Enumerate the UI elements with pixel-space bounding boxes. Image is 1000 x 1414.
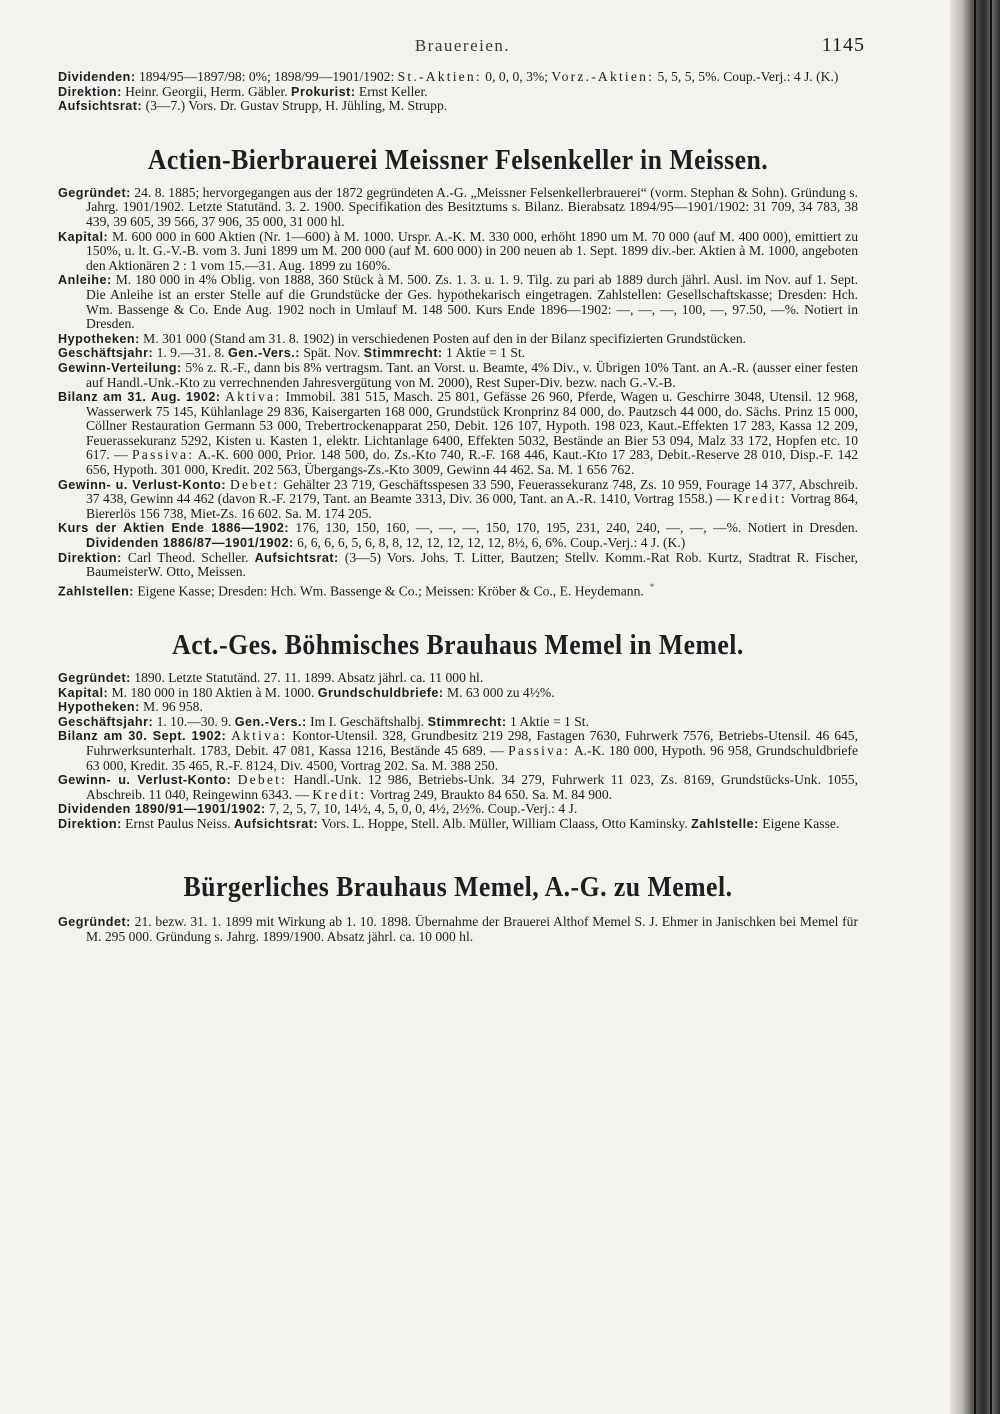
label-dividenden: Dividenden:	[58, 70, 136, 84]
label-prokurist: Prokurist:	[291, 84, 356, 99]
section-heading-buergerliches-brauhaus: Bürgerliches Brauhaus Memel, A.-G. zu Memel.	[183, 872, 733, 904]
label-aufsichtsrat: Aufsichtsrat:	[58, 99, 143, 114]
label-geschaeftsjahr: Geschäftsjahr:	[58, 346, 154, 361]
kredit-text: Vortrag 864, Biererlös 156 738, Miet-Zs. 16 602. Sa. M. 174 205.	[86, 491, 858, 521]
entry-zahlstellen	[58, 580, 858, 599]
label-zahlstellen: Zahlstellen:	[58, 584, 134, 599]
kapital-text: M. 180 000 in 180 Aktien à M. 1000.	[108, 684, 318, 700]
entry-gegruendet	[58, 915, 858, 944]
direktion-text: Ernst Paulus Neiss.	[121, 815, 234, 831]
label-direktion: Direktion:	[58, 816, 122, 831]
st-aktien-label: St.-Aktien:	[397, 69, 482, 84]
passiva-label: Passiva:	[132, 447, 195, 463]
label-dividenden: Dividenden 1886/87—1901/1902:	[86, 536, 294, 551]
label-gen-vers: Gen.-Vers.:	[234, 714, 307, 729]
entry-bilanz	[58, 729, 858, 773]
passiva-text: A.-K. 180 000, Hypoth. 96 958, Grundschuldbriefe 63 000, Kredit. 35 465, R.-F. 8124, Div. 4500, Vortrag 202. Sa. M. 388 250.	[86, 742, 858, 773]
label-kurs: Kurs der Aktien Ende 1886—1902:	[58, 521, 290, 536]
aufsichtsrat-text: Vors. L. Hoppe, Stell. Alb. Müller, William Claass, Otto Kaminsky.	[318, 815, 692, 831]
entry-gewinn-verlust	[58, 478, 858, 522]
entry-geschaeftsjahr	[58, 715, 858, 730]
label-aufsichtsrat: Aufsichtsrat:	[254, 550, 339, 565]
label-gewinn-verlust: Gewinn- u. Verlust-Konto:	[58, 477, 227, 492]
debet-label: Debet:	[237, 772, 288, 788]
kredit-text: Vortrag 249, Braukto 84 650. Sa. M. 84 900.	[366, 786, 613, 802]
label-bilanz: Bilanz am 30. Sept. 1902:	[58, 729, 227, 744]
label-bilanz: Bilanz am 31. Aug. 1902:	[58, 390, 221, 405]
label-anleihe: Anleihe:	[58, 273, 112, 288]
label-gewinn-verlust: Gewinn- u. Verlust-Konto:	[58, 773, 232, 788]
st-aktien-values: 0, 0, 0, 3%;	[481, 69, 552, 84]
entry-dividenden	[58, 802, 858, 817]
aktiva-label: Aktiva:	[225, 389, 282, 405]
direktion-text: Heinr. Georgii, Herm. Gäbler.	[121, 83, 292, 99]
section-heading-boehmisches-brauhaus: Act.-Ges. Böhmisches Brauhaus Memel in Memel.	[172, 629, 744, 661]
scan-page-edge	[950, 0, 1000, 1414]
entry-hypotheken	[58, 332, 858, 347]
entry-dividenden	[58, 70, 858, 85]
passiva-label: Passiva:	[508, 742, 571, 758]
debet-text: Handl.-Unk. 12 986, Betriebs-Unk. 34 279, Fuhrwerk 11 023, Zs. 8169, Grundstücks-Unk. 1055, Abschreib. 11 040, Reingewinn 6343. —	[86, 772, 858, 802]
label-direktion: Direktion:	[58, 550, 122, 565]
label-geschaeftsjahr: Geschäftsjahr:	[58, 714, 154, 729]
dividenden-text: 6, 6, 6, 6, 5, 6, 8, 8, 12, 12, 12, 12, 12, 8½, 6, 6%. Coup.-Verj.: 4 J. (K.)	[293, 535, 686, 551]
zahlstelle-text: Eigene Kasse.	[758, 815, 840, 831]
dividenden-text: 7, 2, 5, 7, 10, 14½, 4, 5, 0, 0, 4½, 2½%. Coup.-Verj.: 4 J.	[265, 801, 578, 817]
zahlstellen-text: Eigene Kasse; Dresden: Hch. Wm. Bassenge & Co.; Meissen: Kröber & Co., E. Heydemann.	[133, 583, 644, 599]
vorz-aktien-label: Vorz.-Aktien:	[551, 69, 655, 84]
aktiva-text: Immobil. 381 515, Masch. 25 801, Gefässe 26 960, Pferde, Wagen u. Geschirre 3048, Utensil. 12 968, Wasserwerk 75 145, Kühlanlage 29 836, Kaisergarten 168 000, Grundstück Kronprinz 84 000, do. Pautzsch 44 000, do. Sächs. Prinz 15 000, Cöllner Restauration Germann 53 000, Trebertrockenapparat 250, Debit. 126 107, Hypoth. 198 023, Kaut.-Effekten 17 283, Kassa 12 209, Feuerassekuranz 5292, Kisten u. Kasten 1, elektr. Lichtanlage 6400, Effekten 5032, Bestände an Bier 53 094, Malz 33 172, Hopfen etc. 10 617. —	[86, 389, 858, 463]
aktiva-text: Kontor-Utensil. 328, Grundbesitz 219 298, Fastagen 7630, Fuhrwerk 7576, Betriebs-Utensil. 46 645, Fuhrwerksunterhalt. 1783, Debit. 47 081, Kassa 1216, Bestände 45 689. —	[86, 728, 858, 758]
entry-gewinn-verteilung	[58, 361, 858, 390]
entry-direktion	[58, 551, 858, 580]
label-direktion: Direktion:	[58, 84, 122, 99]
prokurist-text: Ernst Keller.	[355, 83, 428, 99]
entry-gewinn-verlust	[58, 773, 858, 802]
hypotheken-text: M. 301 000 (Stand am 31. 8. 1902) in verschiedenen Posten auf den in der Bilanz specifizierten Grundstücken.	[139, 330, 747, 346]
label-grundschuldbriefe: Grundschuldbriefe:	[317, 685, 444, 700]
entry-anleihe	[58, 273, 858, 331]
section-heading-meissner-felsenkeller: Actien-Bierbrauerei Meissner Felsenkeller in Meissen.	[147, 144, 769, 176]
footnote-asterisk: *	[649, 581, 655, 592]
kapital-text: M. 600 000 in 600 Aktien (Nr. 1—600) à M. 1000. Urspr. A.-K. M. 330 000, erhöht 1890 um M. 70 000 (auf M. 400 000), emittiert zu 150%, u. lt. G.-V.-B. vom 3. Juni 1899 um M. 200 000 (auf M. 600 000) in 200 neuen ab 1. Sept. 1899 div.-ber. Aktien à M. 1000, angeboten den Aktionären 2 : 1 vom 15.—31. Aug. 1899 zu 160%.	[86, 228, 858, 273]
gewinn-verteilung-text: 5% z. R.-F., dann bis 8% vertragsm. Tant. an Vorst. u. Beamte, 4% Div., v. Übrigen 10% Tant. an A.-R. (ausser einer festen auf Handl.-Unk.-Kto zu verrechnenden Jahresvergütung von M. 2000), Rest Super-Div. bezw. nach G.-V.-B.	[86, 359, 858, 390]
entry-direktion	[58, 817, 858, 832]
stimmrecht-text: 1 Aktie = 1 St.	[506, 713, 589, 729]
gegruendet-text: 24. 8. 1885; hervorgegangen aus der 1872 gegründeten A.-G. „Meissner Felsenkellerbrauerei“ (vorm. Stephan & Sohn). Gründung s. Jahrg. 1901/1902. Letzte Statutänd. 3. 2. 1900. Specifikation des Besitztums s. Bilanz. Bierabsatz 1894/95—1901/1902: 31 709, 34 783, 38 439, 39 605, 39 566, 37 906, 35 000, 31 000 hl.	[86, 184, 858, 229]
label-aufsichtsrat: Aufsichtsrat:	[233, 816, 319, 831]
label-stimmrecht: Stimmrecht:	[427, 714, 507, 729]
running-title: Brauereien.	[414, 36, 511, 55]
hypotheken-text: M. 96 958.	[139, 699, 203, 715]
entry-geschaeftsjahr	[58, 346, 858, 361]
debet-text: Gehälter 23 719, Geschäftsspesen 33 590, Feuerassekuranz 748, Zs. 10 959, Fourage 14 377, Abschreib. 37 438, Gewinn 44 462 (davon R.-F. 2179, Tant. an Beamte 3313, Div. 36 000, Tant. an A.-R. 1410, Vortrag 1558.) —	[86, 476, 858, 507]
kurs-text: 176, 130, 150, 160, —, —, —, 150, 170, 195, 231, 240, 240, —, —, —%. Notiert in Dresden.	[289, 520, 859, 536]
dividenden-text: 1894/95—1897/98: 0%; 1898/99—1901/1902:	[138, 69, 398, 84]
label-hypotheken: Hypotheken:	[58, 700, 140, 715]
edge-stripe	[990, 0, 992, 1414]
label-gewinn-verteilung: Gewinn-Verteilung:	[58, 360, 182, 375]
aktiva-label: Aktiva:	[231, 728, 288, 744]
entry-kapital	[58, 230, 858, 274]
label-gen-vers: Gen.-Vers.:	[227, 346, 300, 361]
label-kapital: Kapital:	[58, 229, 109, 244]
gen-vers-text: Spät. Nov.	[299, 345, 364, 361]
label-gegruendet: Gegründet:	[58, 185, 131, 200]
entry-aufsichtsrat	[58, 99, 858, 114]
geschaeftsjahr-text: 1. 9.—31. 8.	[153, 345, 228, 361]
geschaeftsjahr-text: 1. 10.—30. 9.	[153, 713, 235, 729]
label-dividenden: Dividenden 1890/91—1901/1902:	[58, 802, 266, 817]
kredit-label: Kredit:	[312, 786, 367, 802]
page-number: 1145	[821, 34, 865, 56]
grundschuldbriefe-text: M. 63 000 zu 4½%.	[443, 684, 555, 700]
aufsichtsrat-text: (3—5) Vors. Johs. T. Litter, Bautzen; Stellv. Komm.-Rat Rob. Kurtz, Stadtrat R. Fischer, BaumeisterW. Otto, Meissen.	[86, 549, 858, 580]
label-stimmrecht: Stimmrecht:	[363, 346, 443, 361]
vorz-aktien-values: 5, 5, 5, 5%. Coup.-Verj.: 4 J. (K.)	[654, 69, 839, 84]
gen-vers-text: Im I. Geschäftshalbj.	[306, 713, 428, 729]
debet-label: Debet:	[229, 476, 280, 492]
stimmrecht-text: 1 Aktie = 1 St.	[442, 345, 526, 361]
label-kapital: Kapital:	[58, 685, 109, 700]
entry-gegruendet	[58, 186, 858, 230]
label-gegruendet: Gegründet:	[58, 915, 131, 930]
entry-bilanz	[58, 390, 858, 478]
label-zahlstelle: Zahlstelle:	[691, 816, 759, 831]
label-gegruendet: Gegründet:	[58, 670, 131, 685]
label-hypotheken: Hypotheken:	[58, 331, 140, 346]
direktion-text: Carl Theod. Scheller.	[121, 549, 255, 565]
entry-kapital	[58, 686, 858, 701]
aufsichtsrat-text: (3—7.) Vors. Dr. Gustav Strupp, H. Jühling, M. Strupp.	[142, 98, 448, 114]
entry-gegruendet	[58, 671, 858, 686]
entry-hypotheken	[58, 700, 858, 715]
kredit-label: Kredit:	[733, 491, 787, 507]
gegruendet-text: 21. bezw. 31. 1. 1899 mit Wirkung ab 1. 10. 1898. Übernahme der Brauerei Althof Memel S. J. Ehmer in Janischken bei Memel für M. 295 000. Gründung s. Jahrg. 1899/1900. Absatz jährl. ca. 10 000 hl.	[86, 914, 858, 945]
gegruendet-text: 1890. Letzte Statutänd. 27. 11. 1899. Absatz jährl. ca. 11 000 hl.	[130, 669, 484, 685]
entry-direktion	[58, 85, 858, 100]
entry-kurs	[58, 521, 858, 550]
passiva-text: A.-K. 600 000, Prior. 148 500, do. Zs.-Kto 740, R.-F. 168 446, Kaut.-Kto 17 283, Debit.-Reserve 28 010, Disp.-F. 142 656, Hypoth. 301 000, Kredit. 202 563, Übergangs-Zs.-Kto 3009, Gewinn 44 462. Sa. M. 1 656 762.	[86, 447, 858, 478]
edge-stripe	[974, 0, 976, 1414]
anleihe-text: M. 180 000 in 4% Oblig. von 1888, 360 Stück à M. 500. Zs. 1. 3. u. 1. 9. Tilg. zu pari ab 1889 durch jährl. Ausl. im Nov. auf 1. Sept. Die Anleihe ist an erster Stelle auf die Grundstücke der Ges. hypothekarisch eingetragen. Zahlstellen: Gesellschaftskasse; Dresden: Hch. Wm. Bassenge & Co. Ende Aug. 1902 noch in Umlauf M. 148 500. Kurs Ende 1896—1902: —, —, —, 100, —, 97.50, —%. Notiert in Dresden.	[86, 272, 858, 332]
text-column	[58, 70, 858, 945]
running-header	[60, 36, 865, 60]
